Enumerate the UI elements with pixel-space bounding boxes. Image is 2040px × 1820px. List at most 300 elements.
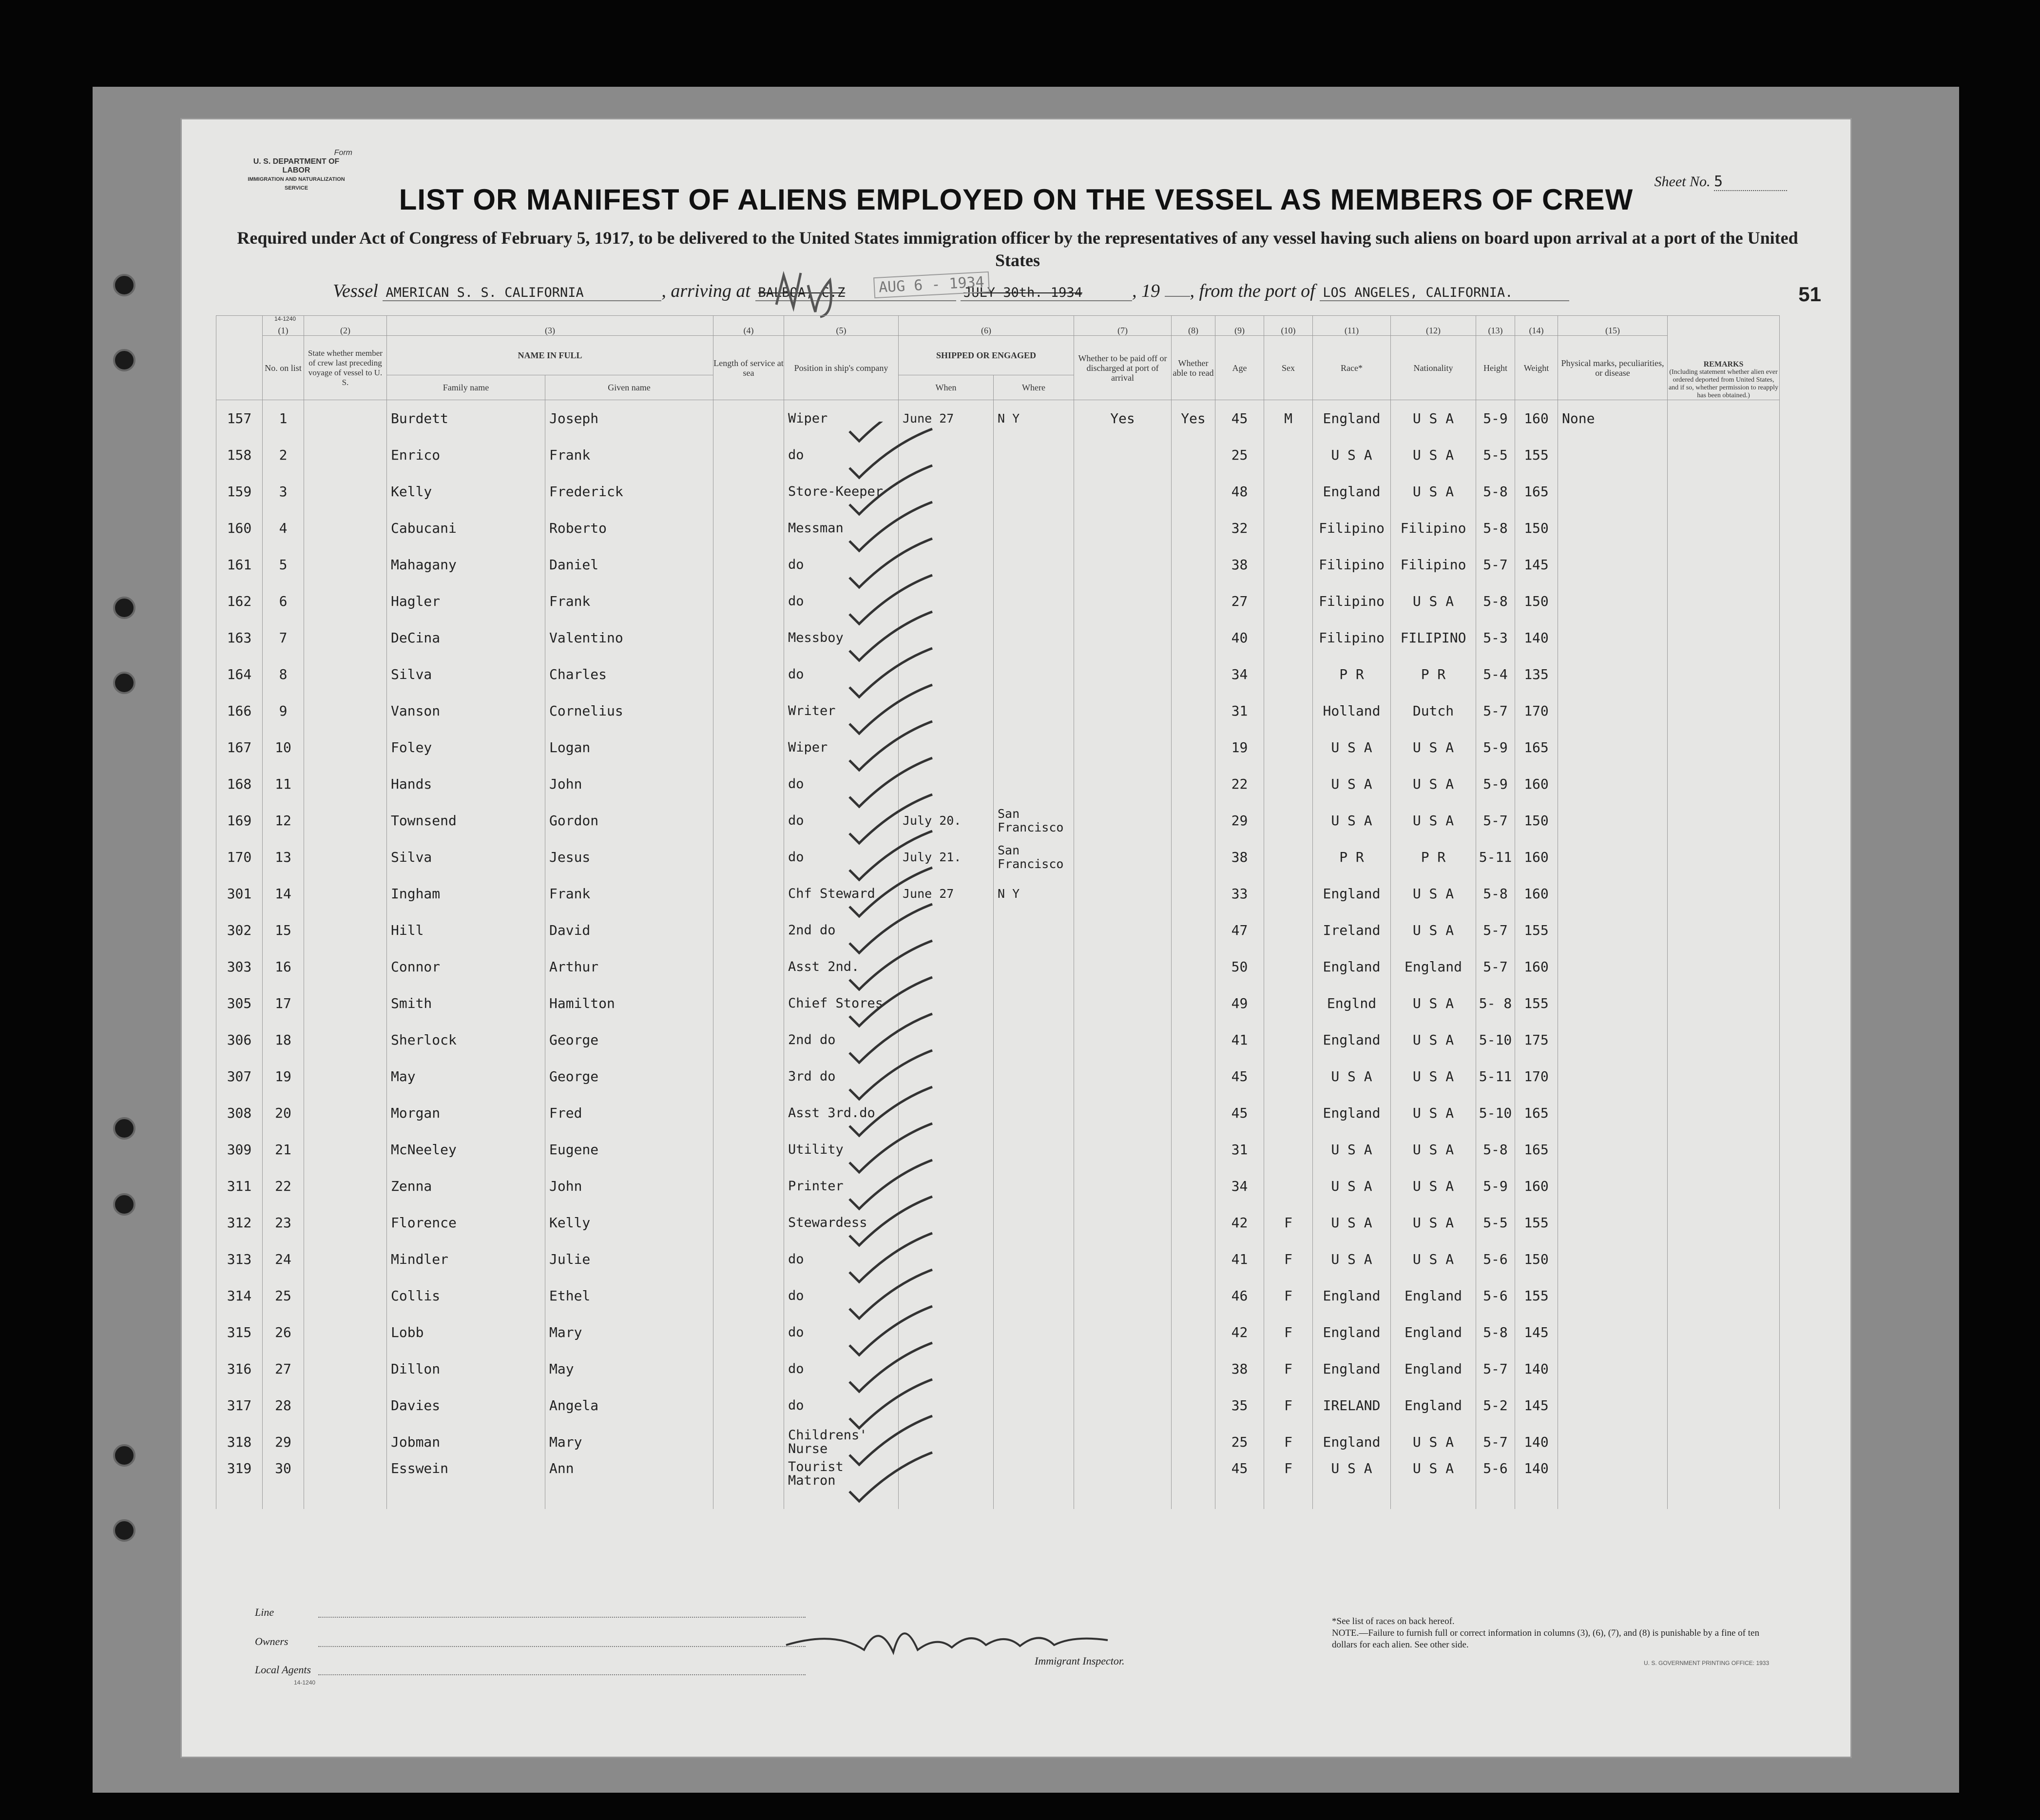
height: 5-4 <box>1476 656 1515 693</box>
list-number: 29 <box>263 1424 304 1460</box>
age: 38 <box>1215 546 1264 583</box>
nationality: U S A <box>1391 1241 1476 1278</box>
paid-off <box>1074 1095 1172 1131</box>
family-name: Hands <box>387 766 545 802</box>
race: England <box>1313 1278 1391 1314</box>
age: 34 <box>1215 1168 1264 1204</box>
remarks-cell <box>1668 437 1780 473</box>
remarks-cell <box>1668 510 1780 546</box>
nationality: U S A <box>1391 1424 1476 1460</box>
race: IRELAND <box>1313 1387 1391 1424</box>
list-number: 21 <box>263 1131 304 1168</box>
state-member-cell <box>304 1351 387 1387</box>
handwritten-check-marks <box>669 422 1010 1669</box>
race: England <box>1313 1095 1391 1131</box>
age: 40 <box>1215 620 1264 656</box>
ref-number: 159 <box>216 473 263 510</box>
age: 42 <box>1215 1204 1264 1241</box>
ref-number: 315 <box>216 1314 263 1351</box>
ref-number: 160 <box>216 510 263 546</box>
list-number: 4 <box>263 510 304 546</box>
from-port-label: , from the port of <box>1190 281 1315 301</box>
nationality: U S A <box>1391 1168 1476 1204</box>
family-name: Connor <box>387 949 545 985</box>
col-number: (14) <box>1515 316 1558 336</box>
family-name: May <box>387 1058 545 1095</box>
height: 5-11 <box>1476 839 1515 875</box>
age: 25 <box>1215 1424 1264 1460</box>
height: 5-9 <box>1476 766 1515 802</box>
given-name: Cornelius <box>545 693 713 729</box>
height: 5-7 <box>1476 546 1515 583</box>
able-to-read <box>1172 949 1215 985</box>
remarks-cell <box>1668 1204 1780 1241</box>
position: do <box>784 1241 899 1278</box>
weight: 170 <box>1515 1058 1558 1095</box>
paid-off <box>1074 693 1172 729</box>
vessel-label: Vessel <box>333 281 378 301</box>
footer-form-number: 14-1240 <box>294 1679 316 1686</box>
position: do <box>784 802 899 839</box>
physical-marks <box>1558 949 1668 985</box>
given-name-header: Given name <box>545 375 713 400</box>
race: England <box>1313 400 1391 437</box>
sex <box>1264 912 1313 949</box>
form-number: 14-1240 <box>274 315 296 322</box>
binder-hole <box>113 672 135 694</box>
sex: F <box>1264 1460 1313 1509</box>
height: 5-11 <box>1476 1058 1515 1095</box>
sex <box>1264 620 1313 656</box>
paid-off <box>1074 1131 1172 1168</box>
age: 45 <box>1215 1095 1264 1131</box>
list-number: 6 <box>263 583 304 620</box>
ref-number: 302 <box>216 912 263 949</box>
position: do <box>784 766 899 802</box>
remarks-cell <box>1668 949 1780 985</box>
height: 5-7 <box>1476 1351 1515 1387</box>
weight: 165 <box>1515 473 1558 510</box>
nationality: U S A <box>1391 1460 1476 1509</box>
remarks-cell <box>1668 400 1780 437</box>
position: do <box>784 839 899 875</box>
remarks-cell <box>1668 1278 1780 1314</box>
col-number: (3) <box>387 316 713 336</box>
able-to-read <box>1172 546 1215 583</box>
state-member-cell <box>304 1278 387 1314</box>
given-name: Gordon <box>545 802 713 839</box>
age: 45 <box>1215 1460 1264 1509</box>
col-number: (1) <box>263 316 304 336</box>
ref-number: 312 <box>216 1204 263 1241</box>
given-name: Frank <box>545 875 713 912</box>
physical-marks <box>1558 1168 1668 1204</box>
able-to-read <box>1172 1351 1215 1387</box>
remarks-cell <box>1668 1424 1780 1460</box>
shipped-where: N Y <box>994 875 1074 912</box>
where-header: Where <box>994 375 1074 400</box>
age: 25 <box>1215 437 1264 473</box>
sheet-number-label: Sheet No. <box>1654 174 1711 190</box>
height: 5-3 <box>1476 620 1515 656</box>
race: England <box>1313 473 1391 510</box>
height: 5-8 <box>1476 583 1515 620</box>
nationality: U S A <box>1391 583 1476 620</box>
list-number: 15 <box>263 912 304 949</box>
page-title: LIST OR MANIFEST OF ALIENS EMPLOYED ON THE VESSEL AS MEMBERS OF CREW <box>399 183 1634 216</box>
paid-off <box>1074 546 1172 583</box>
family-name: Cabucani <box>387 510 545 546</box>
physical-marks <box>1558 1314 1668 1351</box>
weight: 140 <box>1515 1351 1558 1387</box>
nationality: U S A <box>1391 473 1476 510</box>
height: 5-5 <box>1476 437 1515 473</box>
sex <box>1264 766 1313 802</box>
paid-off <box>1074 1278 1172 1314</box>
position: do <box>784 583 899 620</box>
physical-marks <box>1558 912 1668 949</box>
position: Messboy <box>784 620 899 656</box>
list-number: 13 <box>263 839 304 875</box>
ref-number: 170 <box>216 839 263 875</box>
weight: 155 <box>1515 1278 1558 1314</box>
weight: 150 <box>1515 510 1558 546</box>
no-on-list-header: No. on list <box>263 336 304 400</box>
family-name-header: Family name <box>387 375 545 400</box>
binder-hole <box>113 597 135 619</box>
family-name: Vanson <box>387 693 545 729</box>
year-label: , 19 <box>1132 281 1160 301</box>
race: England <box>1313 1351 1391 1387</box>
sex: F <box>1264 1204 1313 1241</box>
height: 5-6 <box>1476 1278 1515 1314</box>
position: Writer <box>784 693 899 729</box>
col-number: (2) <box>304 316 387 336</box>
physical-marks <box>1558 693 1668 729</box>
weight: 170 <box>1515 693 1558 729</box>
age: 45 <box>1215 400 1264 437</box>
age: 49 <box>1215 985 1264 1022</box>
ref-number: 314 <box>216 1278 263 1314</box>
list-number: 19 <box>263 1058 304 1095</box>
ref-column-header <box>216 316 263 400</box>
sex <box>1264 473 1313 510</box>
col-number: (10) <box>1264 316 1313 336</box>
col-number: (7) <box>1074 316 1172 336</box>
race: England <box>1313 875 1391 912</box>
sex: F <box>1264 1424 1313 1460</box>
age: 42 <box>1215 1314 1264 1351</box>
column-number-row <box>216 316 1780 336</box>
state-member-cell <box>304 985 387 1022</box>
able-to-read <box>1172 1168 1215 1204</box>
given-name: Fred <box>545 1095 713 1131</box>
height: 5- 8 <box>1476 985 1515 1022</box>
height: 5-8 <box>1476 875 1515 912</box>
remarks-cell <box>1668 1022 1780 1058</box>
paid-off <box>1074 1314 1172 1351</box>
physical-marks <box>1558 1278 1668 1314</box>
race-header: Race* <box>1313 336 1391 400</box>
physical-marks <box>1558 802 1668 839</box>
page-number: 51 <box>1798 283 1821 306</box>
physical-marks <box>1558 656 1668 693</box>
manifest-sheet <box>180 118 1852 1758</box>
family-name: Dillon <box>387 1351 545 1387</box>
paid-off: Yes <box>1074 400 1172 437</box>
given-name: George <box>545 1058 713 1095</box>
given-name: Logan <box>545 729 713 766</box>
remarks-cell <box>1668 875 1780 912</box>
paid-off <box>1074 1424 1172 1460</box>
given-name: Frank <box>545 583 713 620</box>
position: do <box>784 1314 899 1351</box>
remarks-cell <box>1668 1387 1780 1424</box>
sex <box>1264 1058 1313 1095</box>
shipped-where: N Y <box>994 400 1074 437</box>
height: 5-7 <box>1476 802 1515 839</box>
nationality: England <box>1391 1278 1476 1314</box>
from-port-value: LOS ANGELES, CALIFORNIA. <box>1320 285 1569 301</box>
list-number: 16 <box>263 949 304 985</box>
col-number: (13) <box>1476 316 1515 336</box>
position: Printer <box>784 1168 899 1204</box>
age: 50 <box>1215 949 1264 985</box>
height: 5-7 <box>1476 949 1515 985</box>
ref-number: 317 <box>216 1387 263 1424</box>
state-member-cell <box>304 729 387 766</box>
page-subtitle: Required under Act of Congress of February 5, 1917, to be delivered to the United States immigration officer by the representatives of any vessel having such aliens on board upon arrival at a port of the United States <box>237 228 1798 270</box>
position-header: Position in ship's company <box>784 336 899 400</box>
height: 5-8 <box>1476 1314 1515 1351</box>
list-number: 25 <box>263 1278 304 1314</box>
paid-off <box>1074 1168 1172 1204</box>
race: U S A <box>1313 1131 1391 1168</box>
able-to-read <box>1172 1387 1215 1424</box>
remarks-cell <box>1668 693 1780 729</box>
list-number: 18 <box>263 1022 304 1058</box>
state-member-cell <box>304 1424 387 1460</box>
given-name: Hamilton <box>545 985 713 1022</box>
paid-off <box>1074 875 1172 912</box>
sex <box>1264 1022 1313 1058</box>
state-member-cell <box>304 437 387 473</box>
remarks-cell <box>1668 473 1780 510</box>
able-to-read <box>1172 1241 1215 1278</box>
given-name: Ethel <box>545 1278 713 1314</box>
able-to-read <box>1172 912 1215 949</box>
given-name: John <box>545 1168 713 1204</box>
able-to-read <box>1172 510 1215 546</box>
department-name: U. S. DEPARTMENT OF LABOR <box>253 157 340 174</box>
race: Filipino <box>1313 546 1391 583</box>
nationality: FILIPINO <box>1391 620 1476 656</box>
ref-number: 169 <box>216 802 263 839</box>
able-to-read <box>1172 875 1215 912</box>
age: 29 <box>1215 802 1264 839</box>
given-name: David <box>545 912 713 949</box>
list-number: 10 <box>263 729 304 766</box>
nationality: England <box>1391 1351 1476 1387</box>
state-member-cell <box>304 766 387 802</box>
age: 46 <box>1215 1278 1264 1314</box>
physical-marks <box>1558 985 1668 1022</box>
family-name: Davies <box>387 1387 545 1424</box>
paid-off <box>1074 985 1172 1022</box>
shipped-when: July 20. <box>899 802 994 839</box>
form-label: Form <box>334 149 352 157</box>
physical-marks <box>1558 1204 1668 1241</box>
family-name: Silva <box>387 839 545 875</box>
race: U S A <box>1313 1460 1391 1509</box>
paid-off <box>1074 1058 1172 1095</box>
given-name: Charles <box>545 656 713 693</box>
height: 5-6 <box>1476 1241 1515 1278</box>
shipped-when: June 27 <box>899 400 994 437</box>
paid-off <box>1074 473 1172 510</box>
sex <box>1264 1131 1313 1168</box>
state-member-cell <box>304 839 387 875</box>
paid-off <box>1074 729 1172 766</box>
family-name: McNeeley <box>387 1131 545 1168</box>
nationality: U S A <box>1391 985 1476 1022</box>
list-number: 30 <box>263 1460 304 1509</box>
list-number: 22 <box>263 1168 304 1204</box>
height: 5-9 <box>1476 400 1515 437</box>
col-number: (5) <box>784 316 899 336</box>
position: Tourist Matron <box>784 1460 899 1509</box>
weight-header: Weight <box>1515 336 1558 400</box>
remarks-cell <box>1668 766 1780 802</box>
age: 48 <box>1215 473 1264 510</box>
able-to-read <box>1172 802 1215 839</box>
ref-number: 319 <box>216 1460 263 1509</box>
given-name: Kelly <box>545 1204 713 1241</box>
given-name: Angela <box>545 1387 713 1424</box>
sex <box>1264 656 1313 693</box>
nationality: U S A <box>1391 729 1476 766</box>
able-to-read <box>1172 985 1215 1022</box>
nationality: England <box>1391 1314 1476 1351</box>
binder-hole <box>113 1193 135 1216</box>
paid-off <box>1074 949 1172 985</box>
physical-marks <box>1558 875 1668 912</box>
physical-marks <box>1558 1387 1668 1424</box>
sex: M <box>1264 400 1313 437</box>
nationality: U S A <box>1391 1058 1476 1095</box>
position: do <box>784 656 899 693</box>
position: do <box>784 546 899 583</box>
paid-off-header: Whether to be paid off or discharged at port of arrival <box>1074 336 1172 400</box>
state-member-cell <box>304 1131 387 1168</box>
family-name: Ingham <box>387 875 545 912</box>
race: Filipino <box>1313 510 1391 546</box>
remarks-cell <box>1668 1168 1780 1204</box>
physical-marks <box>1558 839 1668 875</box>
position: Chief Stores <box>784 985 899 1022</box>
shipped-when: June 27 <box>899 875 994 912</box>
remarks-cell <box>1668 1460 1780 1509</box>
family-name: Hagler <box>387 583 545 620</box>
position: Utility <box>784 1131 899 1168</box>
weight: 150 <box>1515 1241 1558 1278</box>
col-number: (9) <box>1215 316 1264 336</box>
state-member-cell <box>304 912 387 949</box>
arrival-date-value: JULY 30th. 1934 <box>961 285 1132 301</box>
printer-credit: U. S. GOVERNMENT PRINTING OFFICE: 1933 <box>1644 1660 1770 1666</box>
given-name: Daniel <box>545 546 713 583</box>
position: do <box>784 1278 899 1314</box>
list-number: 5 <box>263 546 304 583</box>
sex: F <box>1264 1241 1313 1278</box>
given-name: Frank <box>545 437 713 473</box>
sex <box>1264 1168 1313 1204</box>
col-number: (12) <box>1391 316 1476 336</box>
sex <box>1264 583 1313 620</box>
height: 5-8 <box>1476 510 1515 546</box>
given-name: Mary <box>545 1424 713 1460</box>
remarks-cell <box>1668 729 1780 766</box>
race: England <box>1313 1314 1391 1351</box>
race: P R <box>1313 656 1391 693</box>
sex <box>1264 437 1313 473</box>
state-member-cell <box>304 620 387 656</box>
position: Stewardess <box>784 1204 899 1241</box>
weight: 145 <box>1515 546 1558 583</box>
given-name: Eugene <box>545 1131 713 1168</box>
footer-line-label: Line <box>255 1606 274 1618</box>
race: U S A <box>1313 1204 1391 1241</box>
remarks-cell <box>1668 583 1780 620</box>
col-number: (6) <box>899 316 1074 336</box>
physical-marks <box>1558 1058 1668 1095</box>
remarks-cell <box>1668 985 1780 1022</box>
binder-hole <box>113 274 135 296</box>
nationality: P R <box>1391 839 1476 875</box>
race: Filipino <box>1313 583 1391 620</box>
when-header: When <box>899 375 994 400</box>
position: do <box>784 437 899 473</box>
race: P R <box>1313 839 1391 875</box>
nationality: U S A <box>1391 1131 1476 1168</box>
physical-marks <box>1558 1460 1668 1509</box>
sex <box>1264 802 1313 839</box>
sex <box>1264 839 1313 875</box>
weight: 160 <box>1515 875 1558 912</box>
state-member-cell <box>304 400 387 437</box>
remarks-cell <box>1668 1351 1780 1387</box>
list-number: 23 <box>263 1204 304 1241</box>
physical-marks <box>1558 473 1668 510</box>
race: U S A <box>1313 437 1391 473</box>
ref-number: 305 <box>216 985 263 1022</box>
ref-number: 164 <box>216 656 263 693</box>
ref-number: 303 <box>216 949 263 985</box>
sex: F <box>1264 1278 1313 1314</box>
age: 35 <box>1215 1387 1264 1424</box>
given-name: Arthur <box>545 949 713 985</box>
able-to-read <box>1172 1278 1215 1314</box>
family-name: Silva <box>387 656 545 693</box>
remarks-cell <box>1668 912 1780 949</box>
remarks-cell <box>1668 546 1780 583</box>
shipped-when: July 21. <box>899 839 994 875</box>
list-number: 9 <box>263 693 304 729</box>
weight: 150 <box>1515 583 1558 620</box>
remarks-cell <box>1668 839 1780 875</box>
ref-number: 161 <box>216 546 263 583</box>
physical-marks-header: Physical marks, peculiarities, or disease <box>1558 336 1668 400</box>
